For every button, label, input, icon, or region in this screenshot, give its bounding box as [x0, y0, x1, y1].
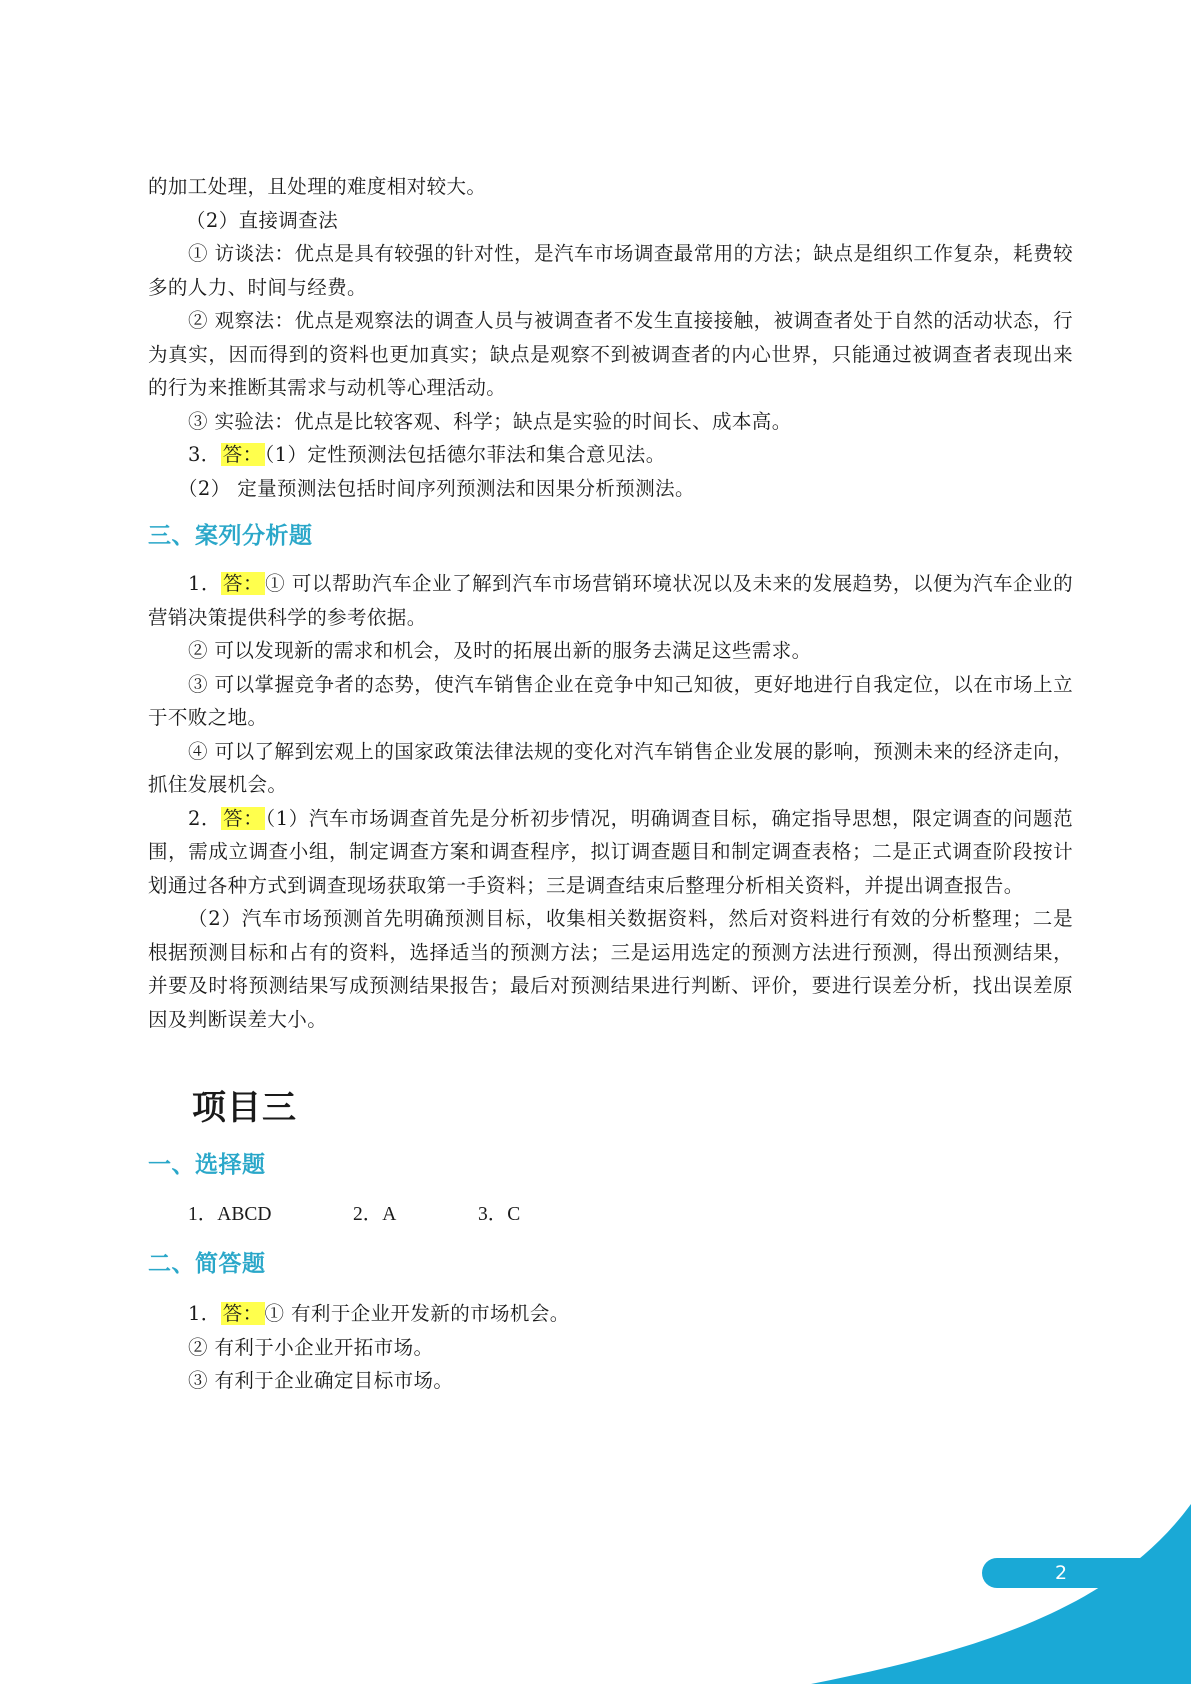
- case-answer-1: [148, 567, 1073, 634]
- paragraph-experiment: ③ 实验法：优点是比较客观、科学；缺点是实验的时间长、成本高。: [188, 409, 792, 433]
- choice-answers: [148, 1198, 1073, 1231]
- question-number: 1．: [188, 1302, 221, 1325]
- paragraph-observation: ② 观察法：优点是观察法的调查人员与被调查者不发生直接接触，被调查者处于自然的活动状态，行为真实，因而得到的资料也更加真实；缺点是观察不到被调查者的内心世界，只能通过被调查者表现出来的行为来推断其需求与动机等心理活动。: [148, 309, 1073, 399]
- question-number: 1．: [188, 572, 221, 595]
- answer-label-highlight: 答：: [223, 806, 264, 830]
- short-point-2: ② 有利于小企业开拓市场。: [188, 1335, 434, 1359]
- short-point-3: ③ 有利于企业确定目标市场。: [188, 1369, 454, 1392]
- choice-answer-1: 1．ABCD: [188, 1204, 272, 1225]
- case-point-3: ③ 可以掌握竞争者的态势，使汽车销售企业在竞争中知己知彼，更好地进行自我定位，以在市场上立于不败之地。: [148, 672, 1073, 729]
- question-number: 3．: [188, 443, 221, 466]
- answer-3-line-2: （2） 定量预测法包括时间序列预测法和因果分析预测法。: [178, 476, 695, 500]
- section-heading-case-analysis: 三、案列分析题: [148, 523, 313, 549]
- answer-label-highlight: 答：: [222, 443, 263, 466]
- page-number: 2: [1054, 1562, 1068, 1584]
- short-answer-1: [148, 1297, 1073, 1331]
- case-answer-2-part-2: （2）汽车市场预测首先明确预测目标，收集相关数据资料，然后对资料进行有效的分析整理；二是根据预测目标和占有的资料，选择适当的预测方法；三是运用选定的预测方法进行预测，得出预测结果，并要及时将预测结果写成预测结果报告；最后对预测结果进行判断、评价，要进行误差分析，找出误差原因及判断误差大小。: [148, 907, 1073, 1031]
- paragraph-interview: ① 访谈法：优点是具有较强的针对性，是汽车市场调查最常用的方法；缺点是组织工作复杂，耗费较多的人力、时间与经费。: [148, 242, 1073, 299]
- answer-label-highlight: 答：: [222, 1302, 263, 1325]
- project-title: 项目三: [192, 1088, 297, 1128]
- case-answer-2: [148, 802, 1073, 903]
- section-heading-choice: 一、选择题: [148, 1152, 266, 1178]
- answer-text: （1）汽车市场调查首先是分析初步情况，明确调查目标，确定指导思想，限定调查的问题范围，需成立调查小组，制定调查方案和调查程序，拟订调查题目和制定调查表格；二是正式调查阶段按计划通过各种方式到调查现场获取第一手资料；三是调查结束后整理分析相关资料，并提出调查报告。: [148, 806, 1073, 897]
- subheading-direct-survey: （2）直接调查法: [186, 208, 339, 232]
- choice-answer-3: 3．C: [478, 1204, 521, 1225]
- section-heading-short-answer: 二、简答题: [148, 1251, 266, 1277]
- answer-text: ① 有利于企业开发新的市场机会。: [264, 1302, 570, 1325]
- answer-text: （1）定性预测法包括德尔菲法和集合意见法。: [264, 443, 666, 466]
- paragraph-continuation: 的加工处理，且处理的难度相对较大。: [148, 175, 487, 198]
- choice-answer-2: 2．A: [353, 1204, 397, 1225]
- answer-text: ① 可以帮助汽车企业了解到汽车市场营销环境状况以及未来的发展趋势，以便为汽车企业的营销决策提供科学的参考依据。: [148, 572, 1073, 629]
- case-point-4: ④ 可以了解到宏观上的国家政策法律法规的变化对汽车销售企业发展的影响，预测未来的经济走向，抓住发展机会。: [148, 739, 1073, 796]
- question-number: 2．: [188, 806, 222, 830]
- answer-label-highlight: 答：: [222, 572, 264, 595]
- page-content: [148, 170, 1073, 1398]
- case-point-2: ② 可以发现新的需求和机会，及时的拓展出新的服务去满足这些需求。: [188, 639, 812, 662]
- footer-swoosh-decoration: [811, 1504, 1191, 1684]
- answer-3: [148, 438, 1073, 472]
